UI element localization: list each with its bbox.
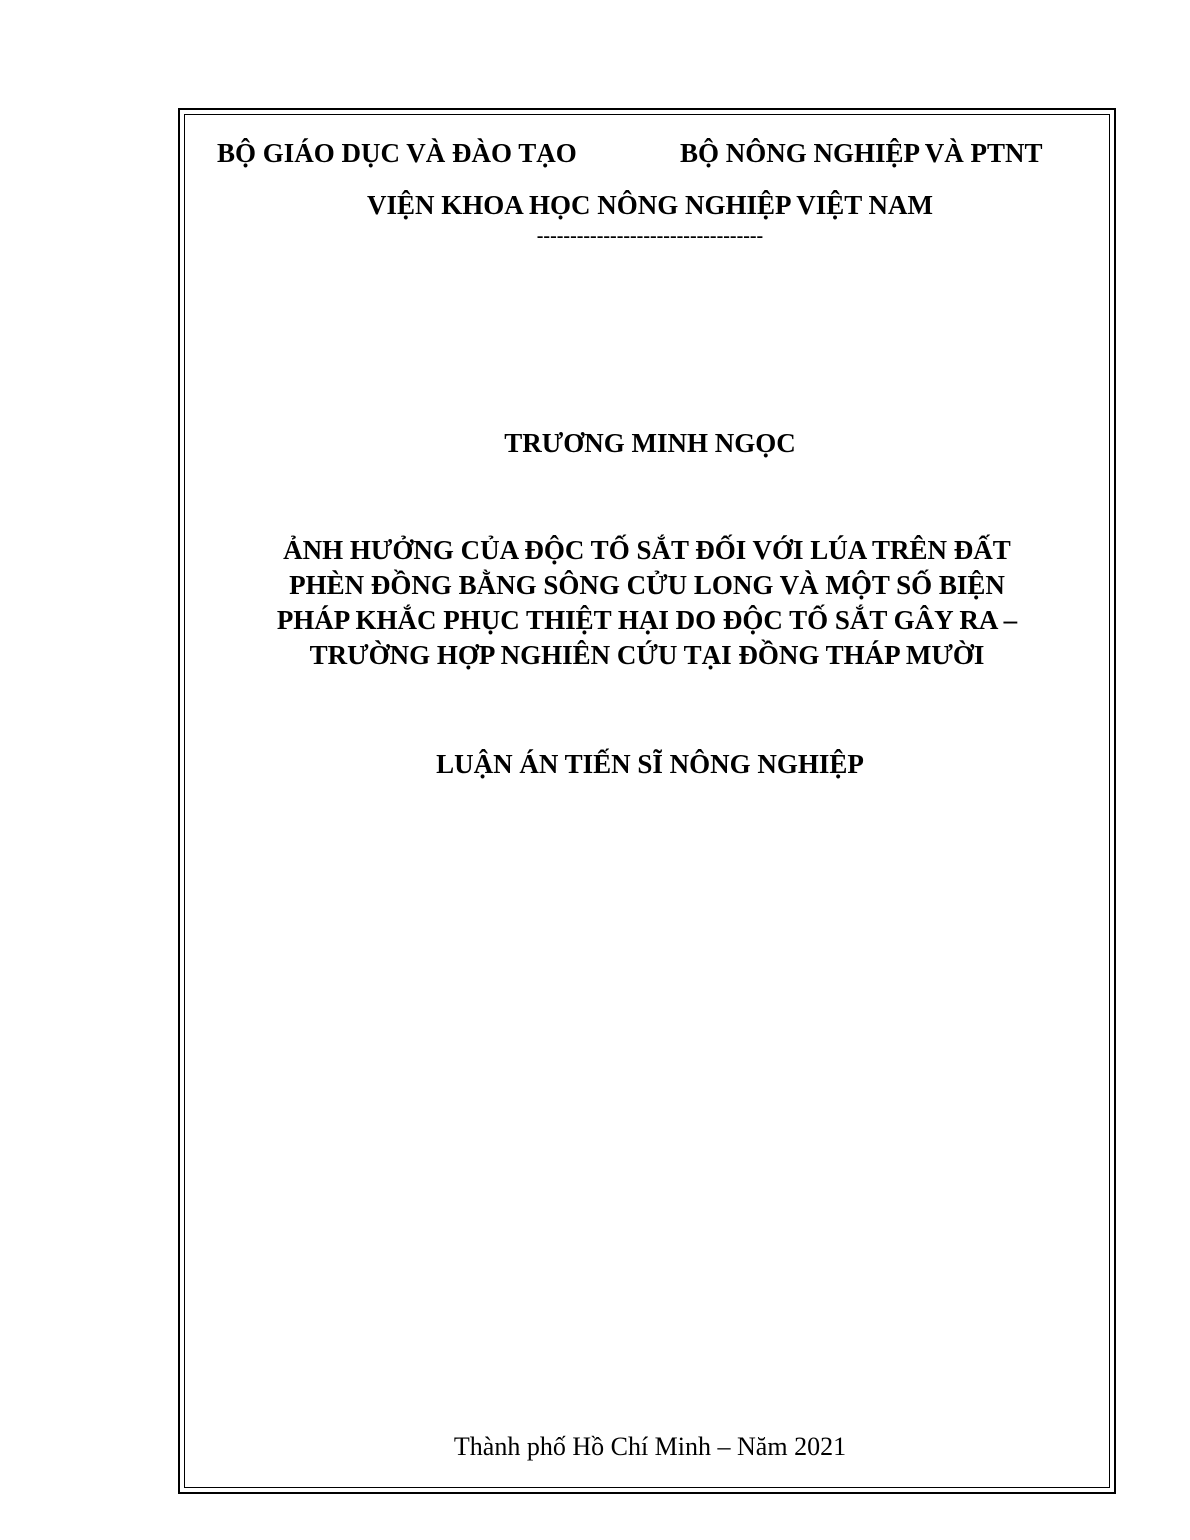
institute-name: VIỆN KHOA HỌC NÔNG NGHIỆP VIỆT NAM: [366, 190, 934, 220]
thesis-title-line: TRƯỜNG HỢP NGHIÊN CỨU TẠI ĐỒNG THÁP MƯỜI: [309, 640, 985, 670]
ministry-education: BỘ GIÁO DỤC VÀ ĐÀO TẠO: [217, 138, 577, 168]
thesis-title-line: PHÁP KHẮC PHỤC THIỆT HẠI DO ĐỘC TỐ SẮT GÂY RA –: [276, 605, 1018, 635]
thesis-title-line: ẢNH HƯỞNG CỦA ĐỘC TỐ SẮT ĐỐI VỚI LÚA TRÊN ĐẤT: [283, 535, 1011, 565]
author-name: TRƯƠNG MINH NGỌC: [504, 428, 796, 458]
place-and-year: Thành phố Hồ Chí Minh – Năm 2021: [453, 1432, 847, 1461]
header-separator: ----------------------------------: [536, 225, 764, 247]
thesis-title-line: PHÈN ĐỒNG BẰNG SÔNG CỬU LONG VÀ MỘT SỐ BIỆN: [289, 570, 1005, 600]
thesis-title: [184, 533, 1110, 673]
ministry-agriculture: BỘ NÔNG NGHIỆP VÀ PTNT: [680, 138, 1043, 168]
page-border-inner: [184, 114, 1110, 1488]
degree-title: LUẬN ÁN TIẾN SĨ NÔNG NGHIỆP: [436, 749, 864, 779]
